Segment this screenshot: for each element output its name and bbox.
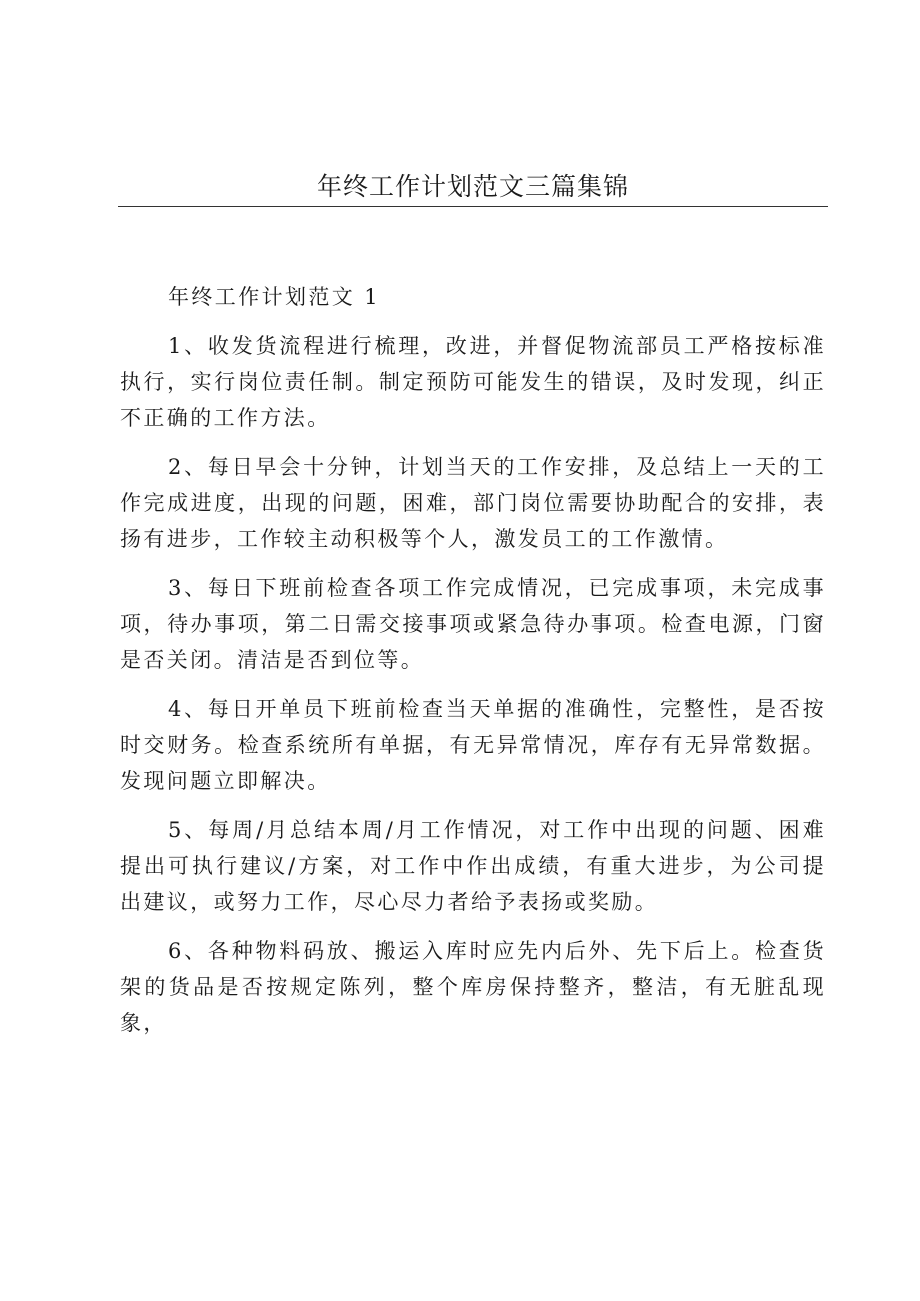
document-title: 年终工作计划范文三篇集锦 [316,172,629,201]
title-underline [118,206,828,207]
section-heading: 年终工作计划范文 1 [168,285,381,309]
paragraph-4: 4、每日开单员下班前检查当天单据的准确性，完整性，是否按时交财务。检查系统所有单据，有无异常情况，库存有无异常数据。发现问题立即解决。 [120,697,826,793]
paragraph-6: 6、各种物料码放、搬运入库时应先内后外、先下后上。检查货架的货品是否按规定陈列，整个库房保持整齐，整洁，有无脏乱现象， [120,939,826,1035]
paragraph-2: 2、每日早会十分钟，计划当天的工作安排，及总结上一天的工作完成进度，出现的问题，困难，部门岗位需要协助配合的安排，表扬有进步，工作较主动积极等个人，激发员工的工作激情。 [120,455,826,551]
paragraph-1: 1、收发货流程进行梳理，改进，并督促物流部员工严格按标准执行，实行岗位责任制。制定预防可能发生的错误，及时发现，纠正不正确的工作方法。 [120,334,826,430]
document-body [120,279,826,1054]
paragraph-5: 5、每周/月总结本周/月工作情况，对工作中出现的问题、困难提出可执行建议/方案，对工作中作出成绩，有重大进步，为公司提出建议，或努力工作，尽心尽力者给予表扬或奖励。 [120,818,826,914]
paragraph-3: 3、每日下班前检查各项工作完成情况，已完成事项，未完成事项，待办事项，第二日需交接事项或紧急待办事项。检查电源，门窗是否关闭。清洁是否到位等。 [120,576,826,672]
